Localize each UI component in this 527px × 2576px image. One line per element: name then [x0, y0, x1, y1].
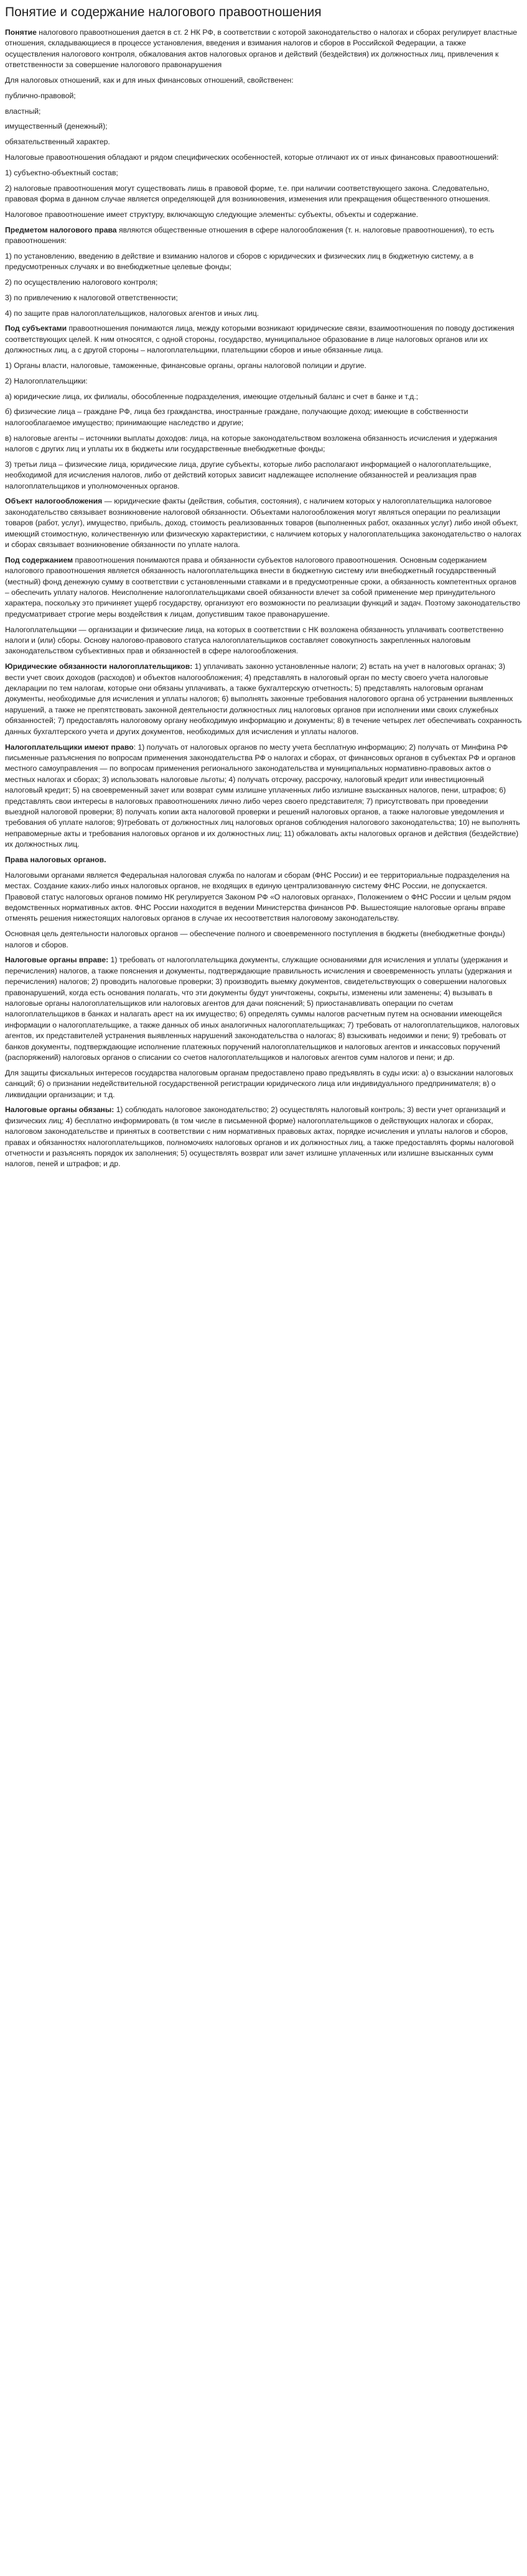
- text-run: б) физические лица – граждане РФ, лица без гражданства, иностранные граждане, получающие доход; имеющие в собственности налогооблагаемое имущество; принимающие наследство и другие;: [5, 407, 469, 427]
- text-run: 3) по привлечению к налоговой ответственности;: [5, 293, 178, 302]
- article: [0, 0, 527, 1180]
- text-run: налогового правоотношения дается в ст. 2 НК РФ, в соответствии с которой законодательство о налогах и сборах регулирует властные отношения, складывающиеся в процессе установления, введения и взимания налогов и сборов в Российской Федерации, а также осуществления налогового контроля, обжалования актов налоговых органов и действий (бездействия) их должностных лиц, привлечения к ответственности за совершение налогового правонарушения: [5, 28, 517, 70]
- bold-term: Под субъектами: [5, 324, 67, 333]
- text-run: а) юридические лица, их филиалы, обособленные подразделения, имеющие отдельный баланс и счет в банке и т.д.;: [5, 392, 419, 401]
- bold-term: Права налоговых органов.: [5, 855, 106, 864]
- paragraph: [5, 183, 522, 205]
- text-run: 2) налоговые правоотношения могут существовать лишь в правовой форме, т.е. при наличии соответствующего закона. Следовательно, правовая форма в данном случае является определяющей для возникновения, изменения или прекращения общественного отношения.: [5, 183, 490, 203]
- text-run: 2) по осуществлению налогового контроля;: [5, 278, 158, 287]
- bold-term: Под содержанием: [5, 555, 73, 564]
- text-run: публично-правовой;: [5, 91, 76, 100]
- paragraph: [5, 496, 522, 550]
- text-run: Налоговое правоотношение имеет структуру, включающую следующие элементы: субъекты, объекты и содержание.: [5, 209, 419, 219]
- paragraph: [5, 742, 522, 850]
- paragraph: [5, 27, 522, 71]
- text-run: 1) Органы власти, налоговые, таможенные, финансовые органы, органы налоговой полиции и другие.: [5, 361, 366, 370]
- text-run: обязательственный характер.: [5, 137, 110, 147]
- text-run: Налоговые правоотношения обладают и рядом специфических особенностей, которые отличают их от иных финансовых правоотношений:: [5, 153, 499, 162]
- text-run: Для налоговых отношений, как и для иных финансовых отношений, свойственен:: [5, 76, 294, 85]
- paragraph: [5, 91, 522, 101]
- bold-term: Налоговые органы вправе:: [5, 955, 109, 965]
- text-run: 4) по защите прав налогоплательщиков, налоговых агентов и иных лиц.: [5, 308, 259, 318]
- paragraph: [5, 361, 522, 371]
- text-run: правоотношения понимаются лица, между которыми возникают юридические связи, взаимоотношения по поводу достижения соответствующих целей. К ним относятся, с одной стороны, государство, муниципальное образование в лице налоговых органов или их должностных лиц, а с другой стороны – налогоплательщики, плательщики сборов и иные обязанные лица.: [5, 324, 515, 355]
- paragraph: [5, 433, 522, 455]
- paragraph: [5, 152, 522, 163]
- text-run: 3) третьи лица – физические лица, юридические лица, другие субъекты, которые либо располагают информацией о налогоплательщике, необходимой для исчисления налогов, либо от действий которых зависит надлежащее исполнение обязанностей и реализация прав налогоплательщиков и уполномоченных органов.: [5, 459, 492, 490]
- paragraph: [5, 1068, 522, 1100]
- paragraph: [5, 251, 522, 273]
- text-run: 2) Налогоплательщики:: [5, 376, 88, 385]
- text-run: властный;: [5, 106, 41, 116]
- paragraph: [5, 323, 522, 356]
- paragraph: [5, 1105, 522, 1169]
- paragraph: [5, 209, 522, 220]
- text-run: 1) требовать от налогоплательщика документы, служащие основаниями для исчисления и уплаты (удержания и перечисления) налогов, а также пояснения и документы, подтверждающие правильность исчисления и своевременность уплаты (удержания и перечисления) налогов; 2) проводить налоговые проверки; 3) производить выемку документов, свидетельствующих о совершении налоговых правонарушений, когда есть основания полагать, что эти документы будут уничтожены, сокрыты, изменены или заменены; 4) вызывать в налоговые органы налогоплательщиков или налоговых агентов для дачи пояснений; 5) приостанавливать операции по счетам налогоплательщиков в банках и налагать арест на их имущество; 6) определять суммы налогов расчетным путем на основании имеющейся информации о налогоплательщике, а также данных об иных аналогичных налогоплательщиках; 7) требовать от налогоплательщиков, налоговых агентов, их представителей устранения выявленных нарушений законодательства о налогах; 8) взыскивать недоимки и пени; 9) требовать от банков документы, подтверждающие исполнение платежных поручений налогоплательщиков и налоговых агентов и инкассовых поручений (распоряжений) налоговых органов о списании со счетов налогоплательщиков и налоговых агентов сумм налогов и пени; и др.: [5, 955, 520, 1062]
- paragraph: [5, 555, 522, 620]
- paragraph: [5, 168, 522, 178]
- text-run: 1) уплачивать законно установленные налоги; 2) встать на учет в налоговых органах; 3) вести учет своих доходов (расходов) и объектов налогообложения; 4) представлять в налоговый орган по месту своего учета налоговые декларации по тем налогам, которые они обязаны уплачивать, а также бухгалтерскую отчетность; 5) представлять налоговым органам документы, необходимые для исчисления и уплаты налогов; 6) выполнять законные требования налогового органа об устранении выявленных нарушений, а также не препятствовать законной деятельности должностных лиц налоговых органов при исполнении ими своих служебных обязанностей; 7) предоставлять налоговому органу необходимую информацию и документы; 8) в течение четырех лет обеспечивать сохранность данных бухгалтерского учета и других документов, необходимых для исчисления и уплаты налогов.: [5, 662, 522, 736]
- text-run: в) налоговые агенты – источники выплаты доходов: лица, на которые законодательством возложена обязанность исчисления и удержания налогов с других лиц и уплаты их в бюджеты или государственные внебюджетные фонды;: [5, 433, 497, 453]
- paragraph: [5, 106, 522, 117]
- text-run: 1) соблюдать налоговое законодательство; 2) осуществлять налоговый контроль; 3) вести учет организаций и физических лиц; 4) бесплатно информировать (в том числе в письменной форме) налогоплательщиков о действующих налогах и сборах, налоговом законодательстве и принятых в соответствии с ним нормативных правовых актах, порядке исчисления и уплаты налогов и сборов, правах и обязанностях налогоплательщиков, полномочиях налоговых органов и их должностных лиц, а также предоставлять формы налоговой отчетности и разъяснять порядок их заполнения; 5) осуществлять возврат или зачет излишне уплаченных или излишне взысканных сумм налогов, пеней и штрафов; и др.: [5, 1105, 514, 1169]
- paragraph: [5, 407, 522, 428]
- paragraph: [5, 121, 522, 132]
- paragraph: [5, 392, 522, 402]
- paragraph: [5, 277, 522, 288]
- text-run: Налогоплательщики — организации и физические лица, на которых в соответствии с НК возложена обязанность уплачивать соответственно налоги и (или) сборы. Основу налогово-правового статуса налогоплательщиков составляет совокупность закрепленных налоговым законодательством субъективных прав и обязанностей в сфере налогообложения.: [5, 625, 504, 656]
- text-run: правоотношения понимаются права и обязанности субъектов налогового правоотношения. Основным содержанием налогового правоотношения является обязанность налогоплательщика внести в бюджетную систему или внебюджетный государственный (местный) фонд денежную сумму в соответствии с установленными ставками и в предусмотренные сроки, а обязанность компетентных органов – обеспечить уплату налогов. Неисполнение налогоплательщиками своей обязанности влечет за собой применение мер принудительного характера, поскольку это причиняет ущерб государству, организуют его возможности по реализации функций и задач. Поэтому законодательство предусматривает строгие меры воздействия к лицам, допустившим такое правонарушение.: [5, 555, 521, 619]
- paragraph: [5, 955, 522, 1063]
- bold-term: Понятие: [5, 28, 37, 37]
- bold-term: Налоговые органы обязаны:: [5, 1105, 114, 1115]
- text-run: Налоговыми органами является Федеральная налоговая служба по налогам и сборам (ФНС России) и ее территориальные подразделения на местах. Создание каких-либо иных налоговых органов, не входящих в единую централизованную систему ФНС России, не допускается. Правовой статус налоговых органов помимо НК регулируется Законом РФ «О налоговых органах», Положением о ФНС России и целым рядом ведомственных нормативных актов. ФНС России находится в ведении Министерства финансов РФ. Вышестоящие налоговые органы вправе отменять решения нижестоящих налоговых органов в случае их несоответствия налоговому законодательству.: [5, 870, 511, 923]
- bold-term: Предметом налогового права: [5, 225, 117, 234]
- paragraph: [5, 625, 522, 657]
- paragraph: [5, 293, 522, 303]
- text-run: 1) субъектно-объектный состав;: [5, 168, 118, 177]
- page-title: Понятие и содержание налогового правоотношения: [5, 5, 322, 19]
- paragraph: [5, 75, 522, 86]
- paragraph: [5, 137, 522, 147]
- text-run: Основная цель деятельности налоговых органов — обеспечение полного и своевременного поступления в бюджеты (внебюджетные фонды) налогов и сборов.: [5, 929, 505, 949]
- paragraph: [5, 929, 522, 950]
- text-run: 1) по установлению, введению в действие и взиманию налогов и сборов с юридических и физических лиц в бюджетную систему, а в предусмотренных случаях и во внебюджетные целевые фонды;: [5, 251, 474, 272]
- paragraph: [5, 661, 522, 737]
- text-run: : 1) получать от налоговых органов по месту учета бесплатную информацию; 2) получать от Минфина РФ письменные разъяснения по вопросам применения законодательства РФ о налогах и сборах, от финансовых органов в субъектах РФ и органов местного самоуправления — по вопросам применения регионального законодательства и муниципальных нормативно-правовых актов о местных налогах и сборах; 3) использовать налоговые льготы; 4) получать отсрочку, рассрочку, налоговый кредит или инвестиционный налоговый кредит; 5) на своевременный зачет или возврат сумм излишне уплаченных либо излишне взысканных налогов, пени, штрафов; 6) представлять свои интересы в налоговых правоотношениях лично либо через своего представителя; 7) присутствовать при проведении выездной налоговой проверки; 8) получать копии акта налоговой проверки и решений налоговых органов, а также налоговые уведомления и требования об уплате налогов; 9)требовать от должностных лиц налоговых органов соблюдения налогового законодательства; 10) не выполнять неправомерные акты и требования налоговых органов и их должностных лиц; 11) обжаловать акты налоговых органов и действия (бездействие) их должностных лиц.: [5, 742, 520, 849]
- paragraph: [5, 308, 522, 319]
- bold-term: Налогоплательщики имеют право: [5, 742, 134, 752]
- paragraph: [5, 459, 522, 492]
- article-body: [5, 27, 522, 1170]
- paragraph: [5, 870, 522, 924]
- text-run: — юридические факты (действия, события, состояния), с наличием которых у налогоплательщика налоговое законодательство связывает возникновение налоговой обязанности. Объектами налогообложения могут являться операции по реализации товаров (работ, услуг), имущество, прибыль, доход, стоимость реализованных товаров (выполненных работ, оказанных услуг) либо иной объект, имеющий стоимостную, количественную или физическую характеристики, с наличием которых у налогоплательщика законодательство о налогах и сборах связывает возникновение обязанности по уплате налога.: [5, 497, 521, 550]
- paragraph: [5, 225, 522, 247]
- text-run: являются общественные отношения в сфере налогообложения (т. н. налоговые правоотношения), то есть правоотношения:: [5, 225, 495, 245]
- text-run: Для защиты фискальных интересов государства налоговым органам предоставлено право предъявлять в суды иски: а) о взыскании налоговых санкций; б) о признании недействительной государственной регистрации юридического лица или индивидуального предпринимателя; в) о ликвидации организации; и т.д.: [5, 1068, 513, 1099]
- paragraph: [5, 855, 522, 865]
- paragraph: [5, 376, 522, 387]
- text-run: имущественный (денежный);: [5, 122, 108, 131]
- bold-term: Объект налогообложения: [5, 497, 103, 506]
- bold-term: Юридические обязанности налогоплательщиков:: [5, 662, 193, 671]
